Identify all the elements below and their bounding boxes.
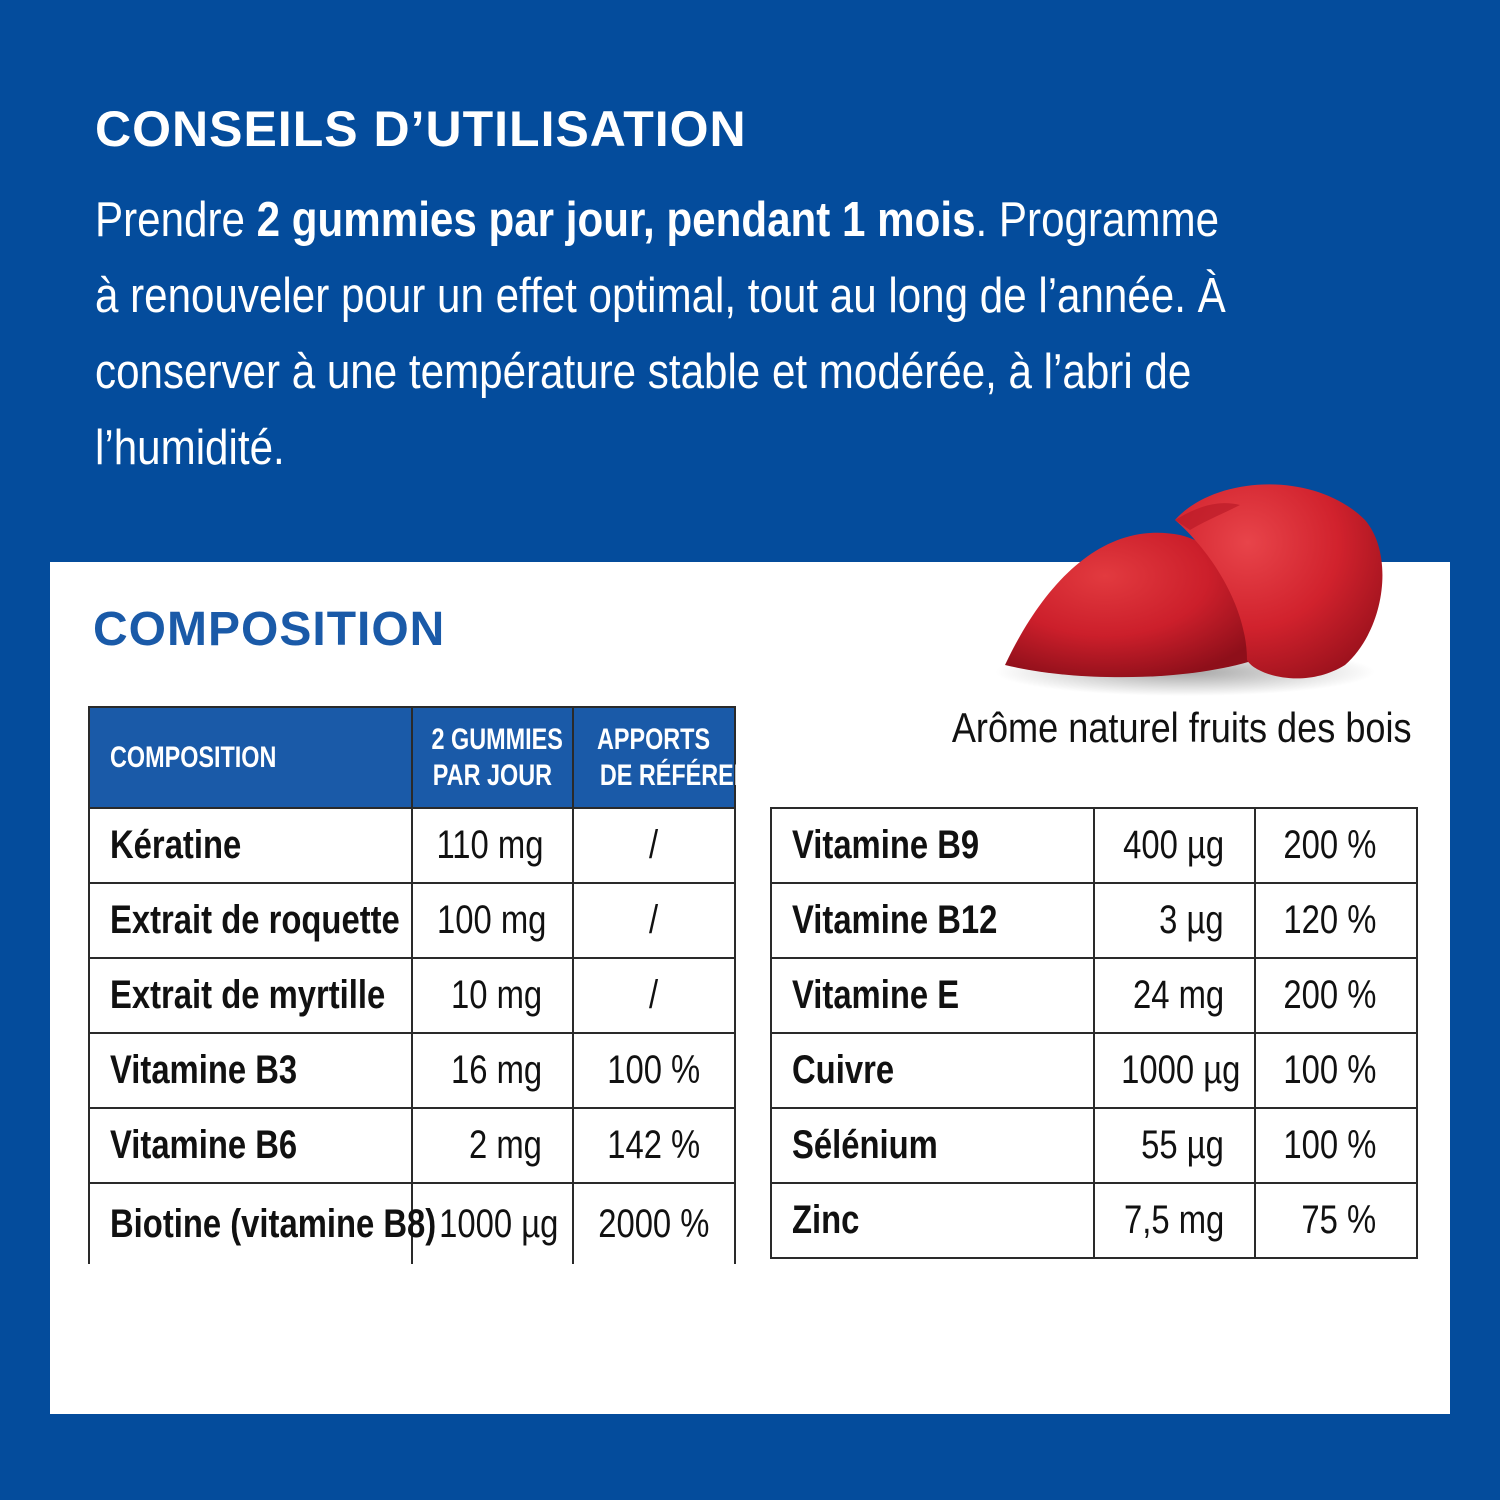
ingredient-quantity: 24 mg bbox=[1094, 958, 1255, 1033]
table-row bbox=[771, 1183, 1417, 1258]
table-row bbox=[89, 1108, 735, 1183]
table-row bbox=[89, 883, 735, 958]
ingredient-name: Vitamine B9 bbox=[771, 808, 1094, 883]
red-gummies-image bbox=[985, 460, 1415, 700]
ingredient-quantity: 110 mg bbox=[412, 808, 573, 883]
ingredient-quantity: 1000 µg bbox=[412, 1183, 573, 1264]
ingredient-reference: 200 % bbox=[1255, 958, 1417, 1033]
ingredient-reference: 120 % bbox=[1255, 883, 1417, 958]
ingredient-reference: 2000 % bbox=[573, 1183, 735, 1264]
ingredient-quantity: 16 mg bbox=[412, 1033, 573, 1108]
ingredient-reference: 100 % bbox=[1255, 1108, 1417, 1183]
ingredient-quantity: 7,5 mg bbox=[1094, 1183, 1255, 1258]
table-row bbox=[771, 1108, 1417, 1183]
usage-text-start: Prendre bbox=[95, 193, 257, 247]
ingredient-name: Vitamine E bbox=[771, 958, 1094, 1033]
table-row bbox=[89, 1183, 735, 1264]
ingredient-quantity: 55 µg bbox=[1094, 1108, 1255, 1183]
ingredient-reference: 142 % bbox=[573, 1108, 735, 1183]
ingredient-reference: 75 % bbox=[1255, 1183, 1417, 1258]
composition-title: COMPOSITION bbox=[93, 603, 446, 656]
ingredient-reference: / bbox=[573, 883, 735, 958]
header-daily-dose: 2 GUMMIES PAR JOUR bbox=[412, 707, 573, 808]
table-row bbox=[771, 883, 1417, 958]
composition-table-left bbox=[88, 706, 784, 1264]
table-row bbox=[89, 958, 735, 1033]
header-reference-intake: APPORTS DE RÉFÉRENCE bbox=[573, 707, 735, 808]
usage-text-end: . Programme à renouveler pour un effet optimal, tout au long de l’année. À conserver à une température stable et modérée, à l’abri de l’humidité. bbox=[95, 193, 1226, 475]
ingredient-name: Vitamine B12 bbox=[771, 883, 1094, 958]
ingredient-name: Kératine bbox=[89, 808, 412, 883]
ingredient-quantity: 3 µg bbox=[1094, 883, 1255, 958]
usage-text bbox=[95, 182, 1247, 486]
ingredient-name: Extrait de myrtille bbox=[89, 958, 412, 1033]
table-row bbox=[771, 808, 1417, 883]
table-row bbox=[771, 1033, 1417, 1108]
usage-title: CONSEILS D’UTILISATION bbox=[95, 101, 747, 157]
ingredient-reference: 100 % bbox=[573, 1033, 735, 1108]
ingredient-quantity: 2 mg bbox=[412, 1108, 573, 1183]
ingredient-reference: 100 % bbox=[1255, 1033, 1417, 1108]
ingredient-name: Extrait de roquette bbox=[89, 883, 412, 958]
ingredient-name: Vitamine B3 bbox=[89, 1033, 412, 1108]
table-row bbox=[771, 958, 1417, 1033]
ingredient-reference: 200 % bbox=[1255, 808, 1417, 883]
ingredient-reference: / bbox=[573, 808, 735, 883]
ingredient-reference: / bbox=[573, 958, 735, 1033]
ingredient-name: Sélénium bbox=[771, 1108, 1094, 1183]
ingredient-quantity: 100 mg bbox=[412, 883, 573, 958]
aroma-label: Arôme naturel fruits des bois bbox=[952, 704, 1412, 751]
table-header-row bbox=[89, 707, 735, 808]
ingredient-name: Biotine (vitamine B8) bbox=[89, 1183, 412, 1264]
composition-table-right bbox=[770, 807, 1418, 1259]
ingredient-quantity: 400 µg bbox=[1094, 808, 1255, 883]
usage-text-bold: 2 gummies par jour, pendant 1 mois bbox=[256, 193, 976, 247]
ingredient-name: Vitamine B6 bbox=[89, 1108, 412, 1183]
table-row bbox=[89, 808, 735, 883]
ingredient-name: Cuivre bbox=[771, 1033, 1094, 1108]
ingredient-quantity: 10 mg bbox=[412, 958, 573, 1033]
ingredient-name: Zinc bbox=[771, 1183, 1094, 1258]
table-row bbox=[89, 1033, 735, 1108]
header-composition: COMPOSITION bbox=[89, 707, 412, 808]
ingredient-quantity: 1000 µg bbox=[1094, 1033, 1255, 1108]
